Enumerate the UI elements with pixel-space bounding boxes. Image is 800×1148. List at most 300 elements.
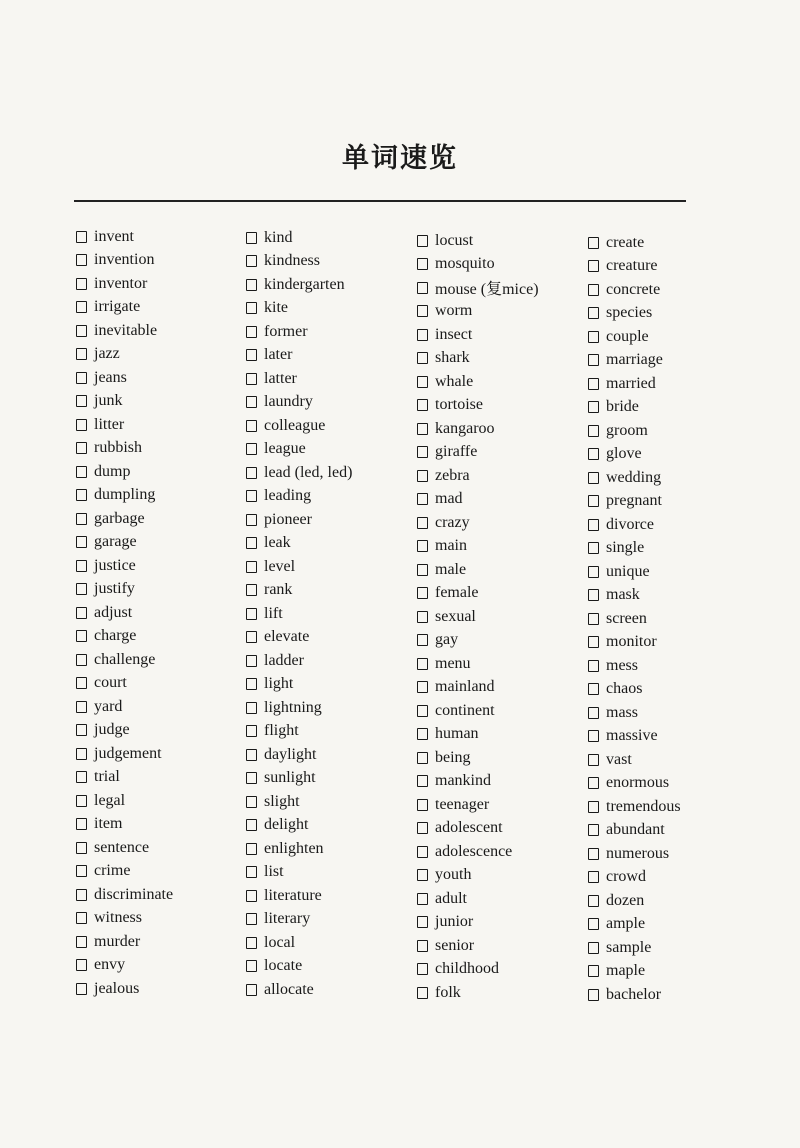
word-item[interactable] <box>588 678 758 702</box>
word-item[interactable] <box>588 960 758 984</box>
word-item[interactable] <box>246 555 416 579</box>
checkbox-icon[interactable] <box>417 869 428 881</box>
checkbox-icon[interactable] <box>417 752 428 764</box>
word-item[interactable] <box>76 249 246 273</box>
word-item[interactable] <box>588 795 758 819</box>
checkbox-icon[interactable] <box>417 352 428 364</box>
word-label: dump <box>94 462 131 480</box>
checkbox-icon[interactable] <box>76 889 87 901</box>
word-item[interactable] <box>76 813 246 837</box>
word-item[interactable] <box>417 911 587 935</box>
word-item[interactable] <box>76 343 246 367</box>
word-item[interactable] <box>246 884 416 908</box>
word-label: challenge <box>94 650 156 668</box>
checkbox-icon[interactable] <box>76 771 87 783</box>
word-label: garage <box>94 533 137 551</box>
checkbox-icon[interactable] <box>417 728 428 740</box>
word-item[interactable] <box>588 866 758 890</box>
word-item[interactable] <box>246 226 416 250</box>
checkbox-icon[interactable] <box>417 258 428 270</box>
word-item[interactable] <box>76 883 246 907</box>
word-item[interactable] <box>246 790 416 814</box>
checkbox-icon[interactable] <box>76 231 87 243</box>
word-item[interactable] <box>417 958 587 982</box>
word-label: mankind <box>435 772 491 790</box>
checkbox-icon[interactable] <box>588 848 599 860</box>
word-label: concrete <box>606 280 661 298</box>
checkbox-icon[interactable] <box>246 584 257 596</box>
checkbox-icon[interactable] <box>76 513 87 525</box>
word-label: wedding <box>606 468 662 486</box>
checkbox-icon[interactable] <box>76 701 87 713</box>
word-item[interactable] <box>588 325 758 349</box>
checkbox-icon[interactable] <box>76 724 87 736</box>
word-label: locust <box>435 231 474 249</box>
word-item[interactable] <box>76 460 246 484</box>
word-item[interactable] <box>246 978 416 1002</box>
word-item[interactable] <box>76 437 246 461</box>
word-item[interactable] <box>417 370 587 394</box>
word-item[interactable] <box>417 300 587 324</box>
word-item[interactable] <box>76 954 246 978</box>
checkbox-icon[interactable] <box>76 489 87 501</box>
word-label: groom <box>606 421 648 439</box>
word-item[interactable] <box>588 278 758 302</box>
word-item[interactable] <box>588 255 758 279</box>
checkbox-icon[interactable] <box>588 730 599 742</box>
word-item[interactable] <box>246 273 416 297</box>
word-label: screen <box>606 609 647 627</box>
checkbox-icon[interactable] <box>417 399 428 411</box>
checkbox-icon[interactable] <box>76 795 87 807</box>
checkbox-icon[interactable] <box>246 561 257 573</box>
checkbox-icon[interactable] <box>76 865 87 877</box>
checkbox-icon[interactable] <box>76 936 87 948</box>
word-item[interactable] <box>76 531 246 555</box>
checkbox-icon[interactable] <box>246 608 257 620</box>
word-item[interactable] <box>246 250 416 274</box>
word-item[interactable] <box>588 936 758 960</box>
word-item[interactable] <box>246 673 416 697</box>
checkbox-icon[interactable] <box>588 401 599 413</box>
word-item[interactable] <box>76 390 246 414</box>
word-label: folk <box>435 983 461 1001</box>
checkbox-icon[interactable] <box>76 278 87 290</box>
checkbox-icon[interactable] <box>76 325 87 337</box>
checkbox-icon[interactable] <box>417 517 428 529</box>
checkbox-icon[interactable] <box>588 448 599 460</box>
checkbox-icon[interactable] <box>417 564 428 576</box>
word-item[interactable] <box>417 441 587 465</box>
checkbox-icon[interactable] <box>417 916 428 928</box>
word-item[interactable] <box>588 513 758 537</box>
checkbox-icon[interactable] <box>417 446 428 458</box>
checkbox-icon[interactable] <box>246 702 257 714</box>
checkbox-icon[interactable] <box>246 678 257 690</box>
word-item[interactable] <box>246 861 416 885</box>
word-item[interactable] <box>417 488 587 512</box>
word-item[interactable] <box>246 814 416 838</box>
word-item[interactable] <box>246 602 416 626</box>
word-item[interactable] <box>76 742 246 766</box>
word-item[interactable] <box>417 253 587 277</box>
checkbox-icon[interactable] <box>76 818 87 830</box>
checkbox-icon[interactable] <box>588 707 599 719</box>
word-label: litter <box>94 415 125 433</box>
word-item[interactable] <box>417 887 587 911</box>
checkbox-icon[interactable] <box>76 959 87 971</box>
word-item[interactable] <box>76 836 246 860</box>
checkbox-icon[interactable] <box>246 255 257 267</box>
checkbox-icon[interactable] <box>246 373 257 385</box>
checkbox-icon[interactable] <box>246 866 257 878</box>
word-label: insect <box>435 325 473 343</box>
word-item[interactable] <box>246 438 416 462</box>
checkbox-icon[interactable] <box>417 235 428 247</box>
word-item[interactable] <box>417 464 587 488</box>
checkbox-icon[interactable] <box>588 566 599 578</box>
checkbox-icon[interactable] <box>246 655 257 667</box>
checkbox-icon[interactable] <box>588 378 599 390</box>
checkbox-icon[interactable] <box>246 937 257 949</box>
word-label: gay <box>435 631 459 649</box>
word-item[interactable] <box>417 276 587 300</box>
checkbox-icon[interactable] <box>417 540 428 552</box>
word-item[interactable] <box>417 535 587 559</box>
title-divider <box>74 200 686 202</box>
word-label: mouse (复mice) <box>435 281 539 299</box>
word-label: trial <box>94 768 120 786</box>
word-label: former <box>264 322 308 340</box>
checkbox-icon[interactable] <box>588 237 599 249</box>
checkbox-icon[interactable] <box>76 677 87 689</box>
word-item[interactable] <box>246 320 416 344</box>
word-item[interactable] <box>588 913 758 937</box>
word-item[interactable] <box>76 296 246 320</box>
word-label: lead (led, led) <box>264 463 353 481</box>
word-item[interactable] <box>588 819 758 843</box>
word-item[interactable] <box>588 419 758 443</box>
checkbox-icon[interactable] <box>588 425 599 437</box>
word-label: species <box>606 304 653 322</box>
word-label: elevate <box>264 628 310 646</box>
word-item[interactable] <box>246 461 416 485</box>
checkbox-icon[interactable] <box>588 871 599 883</box>
checkbox-icon[interactable] <box>417 376 428 388</box>
checkbox-icon[interactable] <box>246 819 257 831</box>
word-item[interactable] <box>76 672 246 696</box>
word-item[interactable] <box>588 842 758 866</box>
checkbox-icon[interactable] <box>246 984 257 996</box>
checkbox-icon[interactable] <box>76 372 87 384</box>
checkbox-icon[interactable] <box>417 963 428 975</box>
word-label: local <box>264 933 296 951</box>
word-item[interactable] <box>588 466 758 490</box>
checkbox-icon[interactable] <box>417 799 428 811</box>
checkbox-icon[interactable] <box>417 611 428 623</box>
checkbox-icon[interactable] <box>588 331 599 343</box>
checkbox-icon[interactable] <box>246 843 257 855</box>
word-label: discriminate <box>94 885 174 903</box>
word-item[interactable] <box>588 725 758 749</box>
checkbox-icon[interactable] <box>588 495 599 507</box>
word-item[interactable] <box>76 319 246 343</box>
word-item[interactable] <box>76 930 246 954</box>
checkbox-icon[interactable] <box>588 989 599 1001</box>
word-item[interactable] <box>246 626 416 650</box>
checkbox-icon[interactable] <box>588 824 599 836</box>
checkbox-icon[interactable] <box>588 472 599 484</box>
checkbox-icon[interactable] <box>588 801 599 813</box>
checkbox-icon[interactable] <box>417 423 428 435</box>
checkbox-icon[interactable] <box>246 490 257 502</box>
checkbox-icon[interactable] <box>246 396 257 408</box>
word-item[interactable] <box>588 372 758 396</box>
word-item[interactable] <box>417 417 587 441</box>
word-item[interactable] <box>246 508 416 532</box>
word-item[interactable] <box>246 720 416 744</box>
checkbox-icon[interactable] <box>417 587 428 599</box>
word-label: giraffe <box>435 443 478 461</box>
word-item[interactable] <box>246 743 416 767</box>
word-item[interactable] <box>417 817 587 841</box>
word-label: mess <box>606 656 638 674</box>
word-item[interactable] <box>588 631 758 655</box>
word-item[interactable] <box>588 490 758 514</box>
word-item[interactable] <box>417 394 587 418</box>
word-item[interactable] <box>76 860 246 884</box>
checkbox-icon[interactable] <box>246 890 257 902</box>
word-item[interactable] <box>246 767 416 791</box>
word-item[interactable] <box>246 908 416 932</box>
word-item[interactable] <box>246 297 416 321</box>
word-item[interactable] <box>417 558 587 582</box>
checkbox-icon[interactable] <box>76 912 87 924</box>
word-item[interactable] <box>417 793 587 817</box>
checkbox-icon[interactable] <box>588 777 599 789</box>
checkbox-icon[interactable] <box>417 893 428 905</box>
checkbox-icon[interactable] <box>588 660 599 672</box>
checkbox-icon[interactable] <box>588 542 599 554</box>
checkbox-icon[interactable] <box>417 634 428 646</box>
word-item[interactable] <box>588 302 758 326</box>
word-item[interactable] <box>417 699 587 723</box>
checkbox-icon[interactable] <box>588 519 599 531</box>
checkbox-icon[interactable] <box>76 583 87 595</box>
checkbox-icon[interactable] <box>588 307 599 319</box>
checkbox-icon[interactable] <box>588 965 599 977</box>
checkbox-icon[interactable] <box>246 349 257 361</box>
word-label: invention <box>94 251 155 269</box>
word-label: sunlight <box>264 769 316 787</box>
word-item[interactable] <box>76 766 246 790</box>
word-item[interactable] <box>588 537 758 561</box>
word-label: locate <box>264 957 303 975</box>
word-label: colleague <box>264 416 326 434</box>
checkbox-icon[interactable] <box>76 466 87 478</box>
checkbox-icon[interactable] <box>246 467 257 479</box>
word-item[interactable] <box>76 484 246 508</box>
word-item[interactable] <box>588 607 758 631</box>
checkbox-icon[interactable] <box>417 775 428 787</box>
word-item[interactable] <box>76 366 246 390</box>
checkbox-icon[interactable] <box>417 846 428 858</box>
checkbox-icon[interactable] <box>246 420 257 432</box>
checkbox-icon[interactable] <box>417 329 428 341</box>
checkbox-icon[interactable] <box>246 232 257 244</box>
checkbox-icon[interactable] <box>588 260 599 272</box>
checkbox-icon[interactable] <box>76 607 87 619</box>
checkbox-icon[interactable] <box>76 348 87 360</box>
checkbox-icon[interactable] <box>246 749 257 761</box>
word-item[interactable] <box>76 907 246 931</box>
checkbox-icon[interactable] <box>417 987 428 999</box>
word-item[interactable] <box>588 560 758 584</box>
word-item[interactable] <box>417 323 587 347</box>
word-item[interactable] <box>246 367 416 391</box>
word-item[interactable] <box>588 443 758 467</box>
word-item[interactable] <box>417 229 587 253</box>
word-item[interactable] <box>588 701 758 725</box>
checkbox-icon[interactable] <box>246 772 257 784</box>
checkbox-icon[interactable] <box>76 748 87 760</box>
checkbox-icon[interactable] <box>588 613 599 625</box>
word-label: enormous <box>606 774 670 792</box>
checkbox-icon[interactable] <box>417 493 428 505</box>
word-item[interactable] <box>417 629 587 653</box>
checkbox-icon[interactable] <box>588 683 599 695</box>
checkbox-icon[interactable] <box>246 725 257 737</box>
word-item[interactable] <box>76 507 246 531</box>
word-item[interactable] <box>246 649 416 673</box>
checkbox-icon[interactable] <box>246 514 257 526</box>
word-item[interactable] <box>417 934 587 958</box>
word-item[interactable] <box>588 983 758 1007</box>
checkbox-icon[interactable] <box>76 536 87 548</box>
checkbox-icon[interactable] <box>417 282 428 294</box>
word-item[interactable] <box>417 511 587 535</box>
word-item[interactable] <box>588 396 758 420</box>
checkbox-icon[interactable] <box>76 630 87 642</box>
word-item[interactable] <box>76 272 246 296</box>
word-item[interactable] <box>76 578 246 602</box>
word-label: judgement <box>94 744 162 762</box>
word-item[interactable] <box>246 837 416 861</box>
checkbox-icon[interactable] <box>246 326 257 338</box>
checkbox-icon[interactable] <box>246 960 257 972</box>
word-item[interactable] <box>76 648 246 672</box>
checkbox-icon[interactable] <box>76 254 87 266</box>
word-item[interactable] <box>76 977 246 1001</box>
word-label: female <box>435 584 479 602</box>
checkbox-icon[interactable] <box>76 442 87 454</box>
checkbox-icon[interactable] <box>417 705 428 717</box>
word-item[interactable] <box>76 625 246 649</box>
word-label: literary <box>264 910 311 928</box>
checkbox-icon[interactable] <box>76 301 87 313</box>
word-item[interactable] <box>417 981 587 1005</box>
word-label: league <box>264 440 306 458</box>
checkbox-icon[interactable] <box>417 822 428 834</box>
checkbox-icon[interactable] <box>76 560 87 572</box>
checkbox-icon[interactable] <box>246 913 257 925</box>
word-item[interactable] <box>246 955 416 979</box>
checkbox-icon[interactable] <box>76 842 87 854</box>
word-item[interactable] <box>76 719 246 743</box>
word-item[interactable] <box>588 889 758 913</box>
word-item[interactable] <box>246 414 416 438</box>
page-title: 单词速览 <box>342 143 458 174</box>
checkbox-icon[interactable] <box>417 940 428 952</box>
word-item[interactable] <box>76 695 246 719</box>
checkbox-icon[interactable] <box>588 754 599 766</box>
word-item[interactable] <box>76 413 246 437</box>
word-item[interactable] <box>417 746 587 770</box>
word-item[interactable] <box>588 231 758 255</box>
word-item[interactable] <box>417 652 587 676</box>
checkbox-icon[interactable] <box>588 589 599 601</box>
word-item[interactable] <box>246 579 416 603</box>
checkbox-icon[interactable] <box>588 284 599 296</box>
word-label: pregnant <box>606 492 662 510</box>
checkbox-icon[interactable] <box>76 654 87 666</box>
word-item[interactable] <box>76 789 246 813</box>
word-item[interactable] <box>588 654 758 678</box>
checkbox-icon[interactable] <box>417 681 428 693</box>
checkbox-icon[interactable] <box>588 918 599 930</box>
word-item[interactable] <box>246 931 416 955</box>
word-item[interactable] <box>246 391 416 415</box>
checkbox-icon[interactable] <box>588 354 599 366</box>
word-item[interactable] <box>588 349 758 373</box>
word-item[interactable] <box>588 584 758 608</box>
word-item[interactable] <box>76 601 246 625</box>
checkbox-icon[interactable] <box>417 470 428 482</box>
checkbox-icon[interactable] <box>417 658 428 670</box>
checkbox-icon[interactable] <box>246 796 257 808</box>
word-item[interactable] <box>417 347 587 371</box>
checkbox-icon[interactable] <box>246 302 257 314</box>
word-item[interactable] <box>417 864 587 888</box>
checkbox-icon[interactable] <box>76 983 87 995</box>
word-item[interactable] <box>246 485 416 509</box>
checkbox-icon[interactable] <box>588 636 599 648</box>
word-item[interactable] <box>76 554 246 578</box>
word-item[interactable] <box>246 532 416 556</box>
checkbox-icon[interactable] <box>76 419 87 431</box>
word-item[interactable] <box>588 772 758 796</box>
word-item[interactable] <box>417 723 587 747</box>
word-item[interactable] <box>246 344 416 368</box>
checkbox-icon[interactable] <box>417 305 428 317</box>
checkbox-icon[interactable] <box>588 942 599 954</box>
checkbox-icon[interactable] <box>246 537 257 549</box>
checkbox-icon[interactable] <box>246 279 257 291</box>
checkbox-icon[interactable] <box>76 395 87 407</box>
checkbox-icon[interactable] <box>588 895 599 907</box>
word-item[interactable] <box>588 748 758 772</box>
word-item[interactable] <box>246 696 416 720</box>
checkbox-icon[interactable] <box>246 631 257 643</box>
word-item[interactable] <box>417 605 587 629</box>
word-item[interactable] <box>417 770 587 794</box>
word-label: bachelor <box>606 985 662 1003</box>
word-item[interactable] <box>417 582 587 606</box>
word-item[interactable] <box>417 676 587 700</box>
word-item[interactable] <box>417 840 587 864</box>
word-item[interactable] <box>76 225 246 249</box>
checkbox-icon[interactable] <box>246 443 257 455</box>
